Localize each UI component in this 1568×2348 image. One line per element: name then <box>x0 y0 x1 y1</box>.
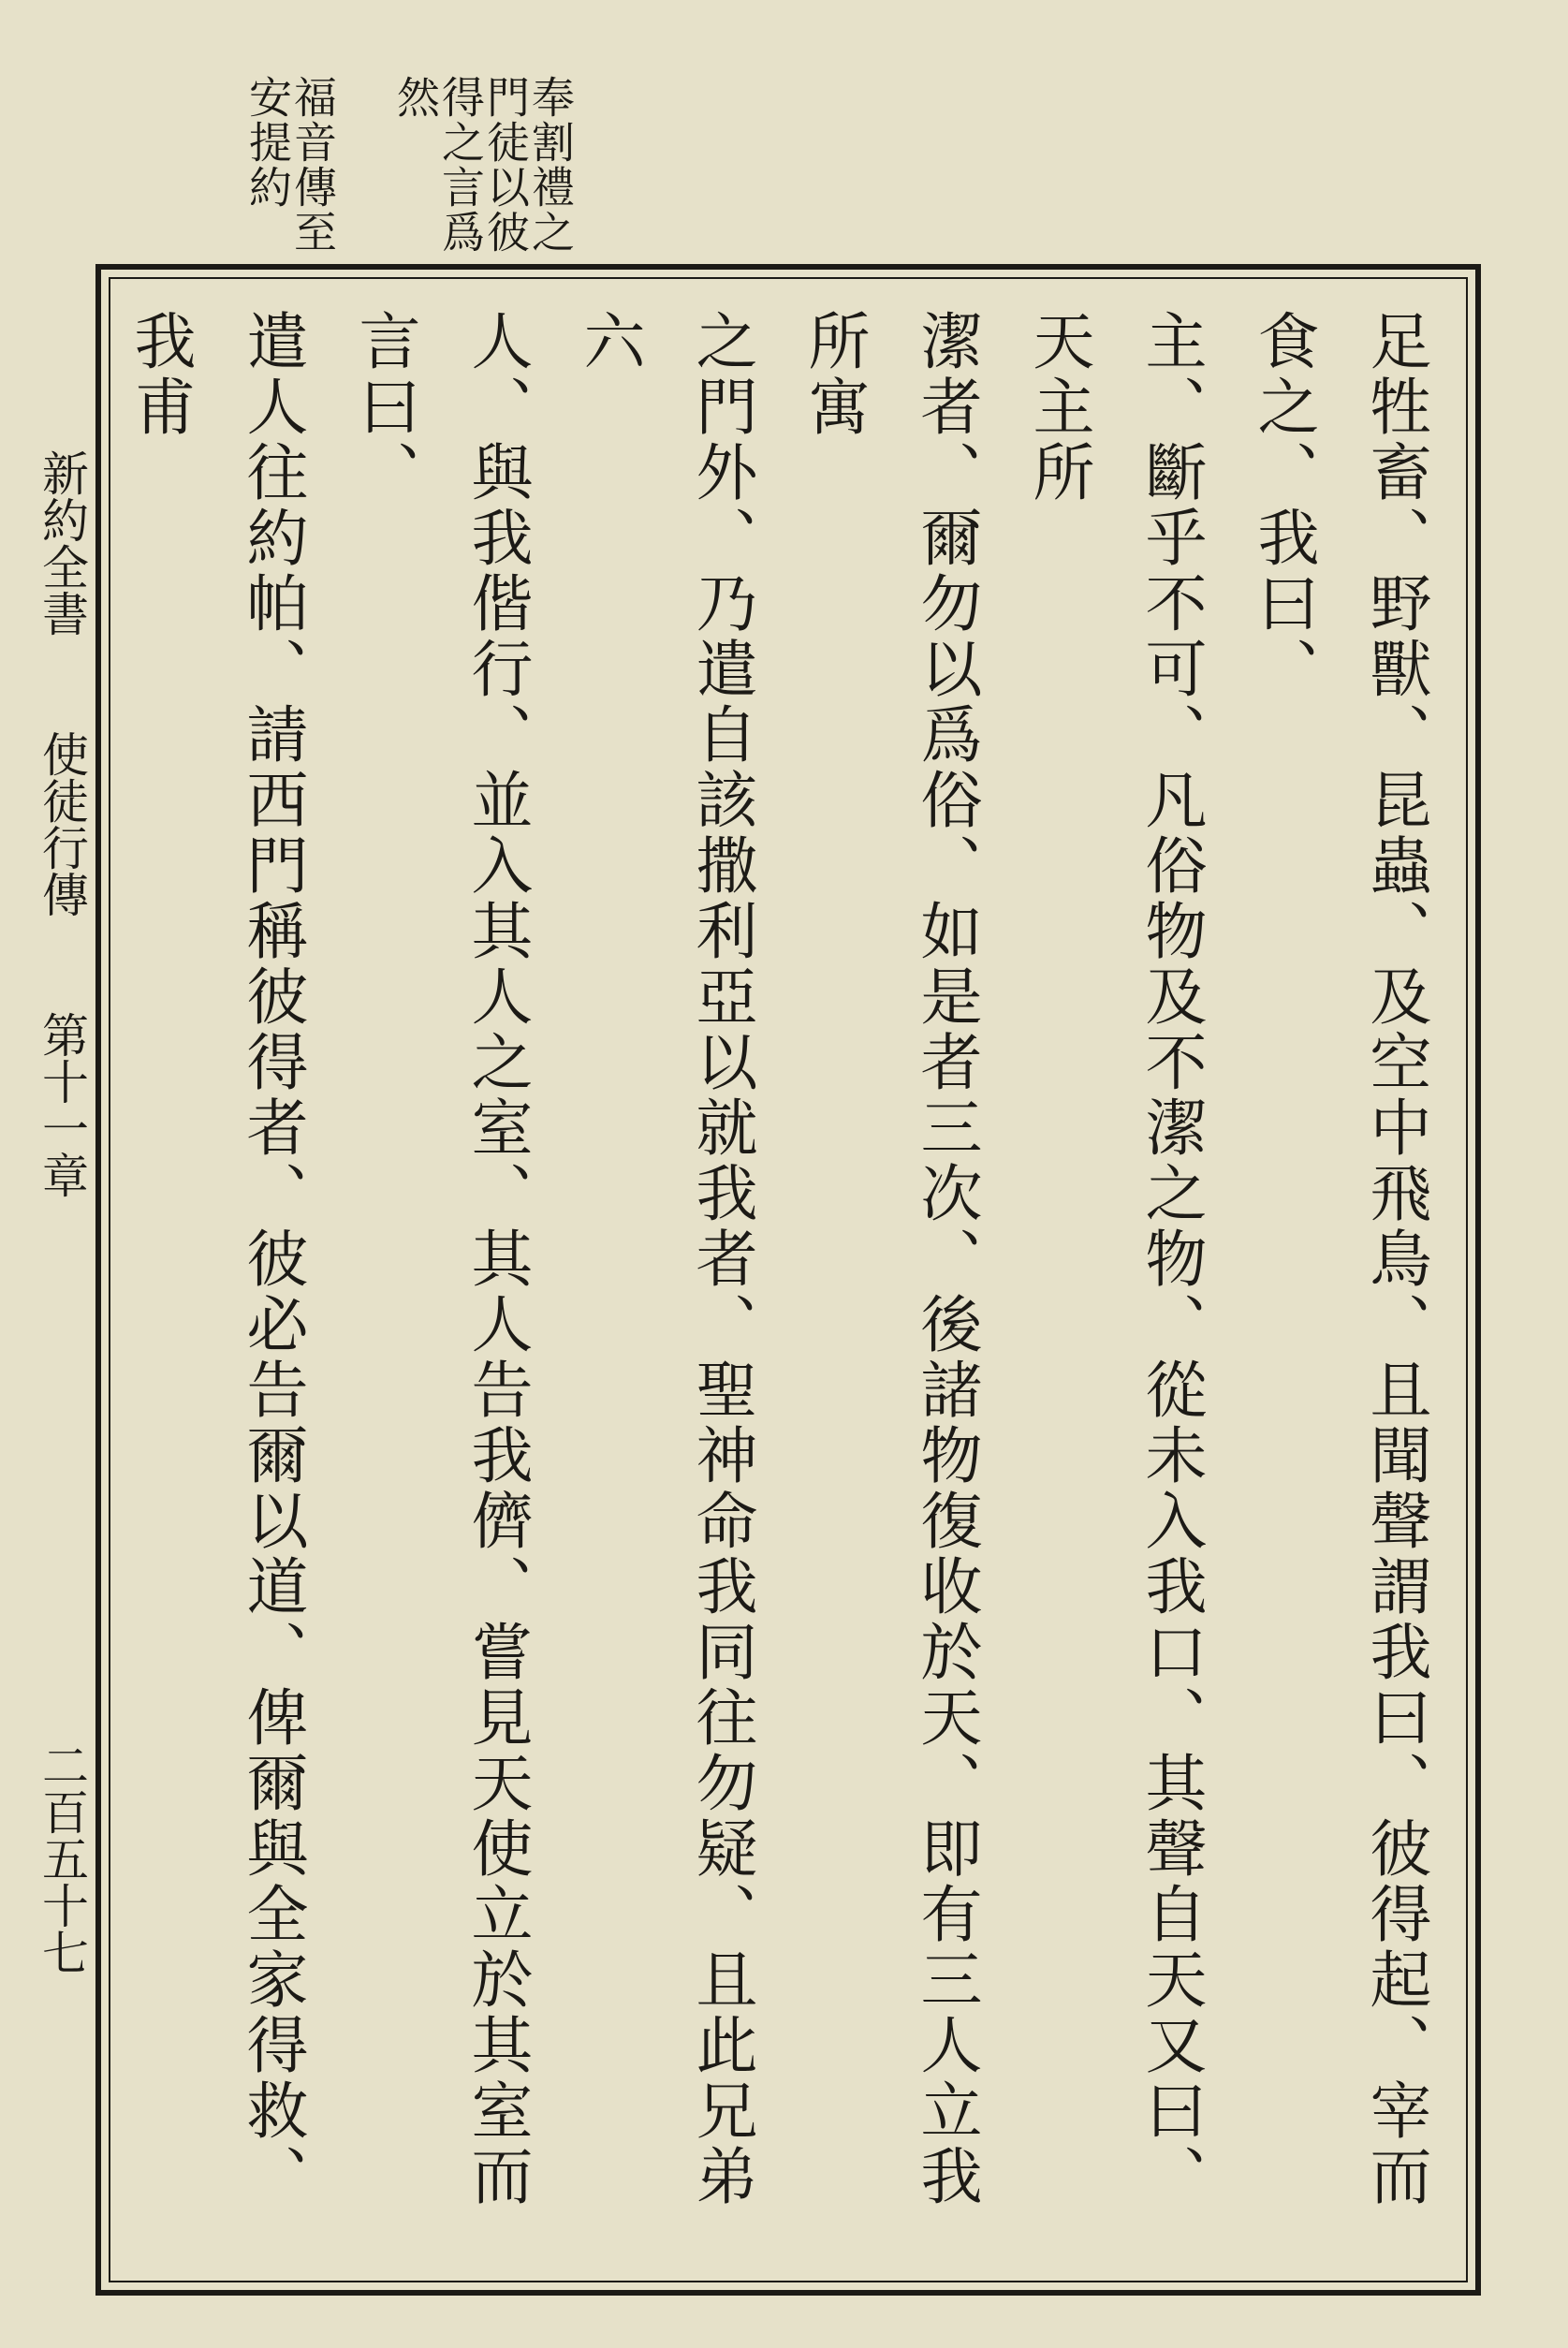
text-column-5: 人、與我偕行、並入其人之室、其人告我儕、嘗見天使立於其室而言曰、 <box>348 309 533 2209</box>
marginal-note-gospel-antioch: 福音傳至安提約 <box>242 75 338 255</box>
running-header-chapter: 第十一章 <box>35 1011 89 1198</box>
text-column-4: 之門外、乃遣自該撒利亞以就我者、聖神命我同往勿疑、且此兄弟六 <box>573 309 757 2209</box>
text-column-6: 遣人往約帕、請西門稱彼得者、彼必告爾以道、俾爾與全家得救、我甫 <box>124 309 308 2209</box>
running-header-book: 新約全書 <box>35 449 89 637</box>
text-column-3: 潔者、爾勿以爲俗、如是者三次、後諸物復收於天、即有三人立我所寓 <box>798 309 982 2209</box>
text-column-2: 主、斷乎不可、凡俗物及不潔之物、從未入我口、其聲自天又曰、天主所 <box>1022 309 1207 2209</box>
marginal-note-circumcision: 奉割禮之門徒以彼得之言爲然 <box>390 75 576 255</box>
page-number: 二百五十七 <box>35 1741 89 1975</box>
main-text-block <box>122 309 1451 2266</box>
running-header-title: 使徒行傳 <box>35 730 89 917</box>
text-column-1: 足牲畜、野獸、昆蟲、及空中飛鳥、且聞聲謂我曰、彼得起、宰而食之、我曰、 <box>1247 309 1431 2209</box>
